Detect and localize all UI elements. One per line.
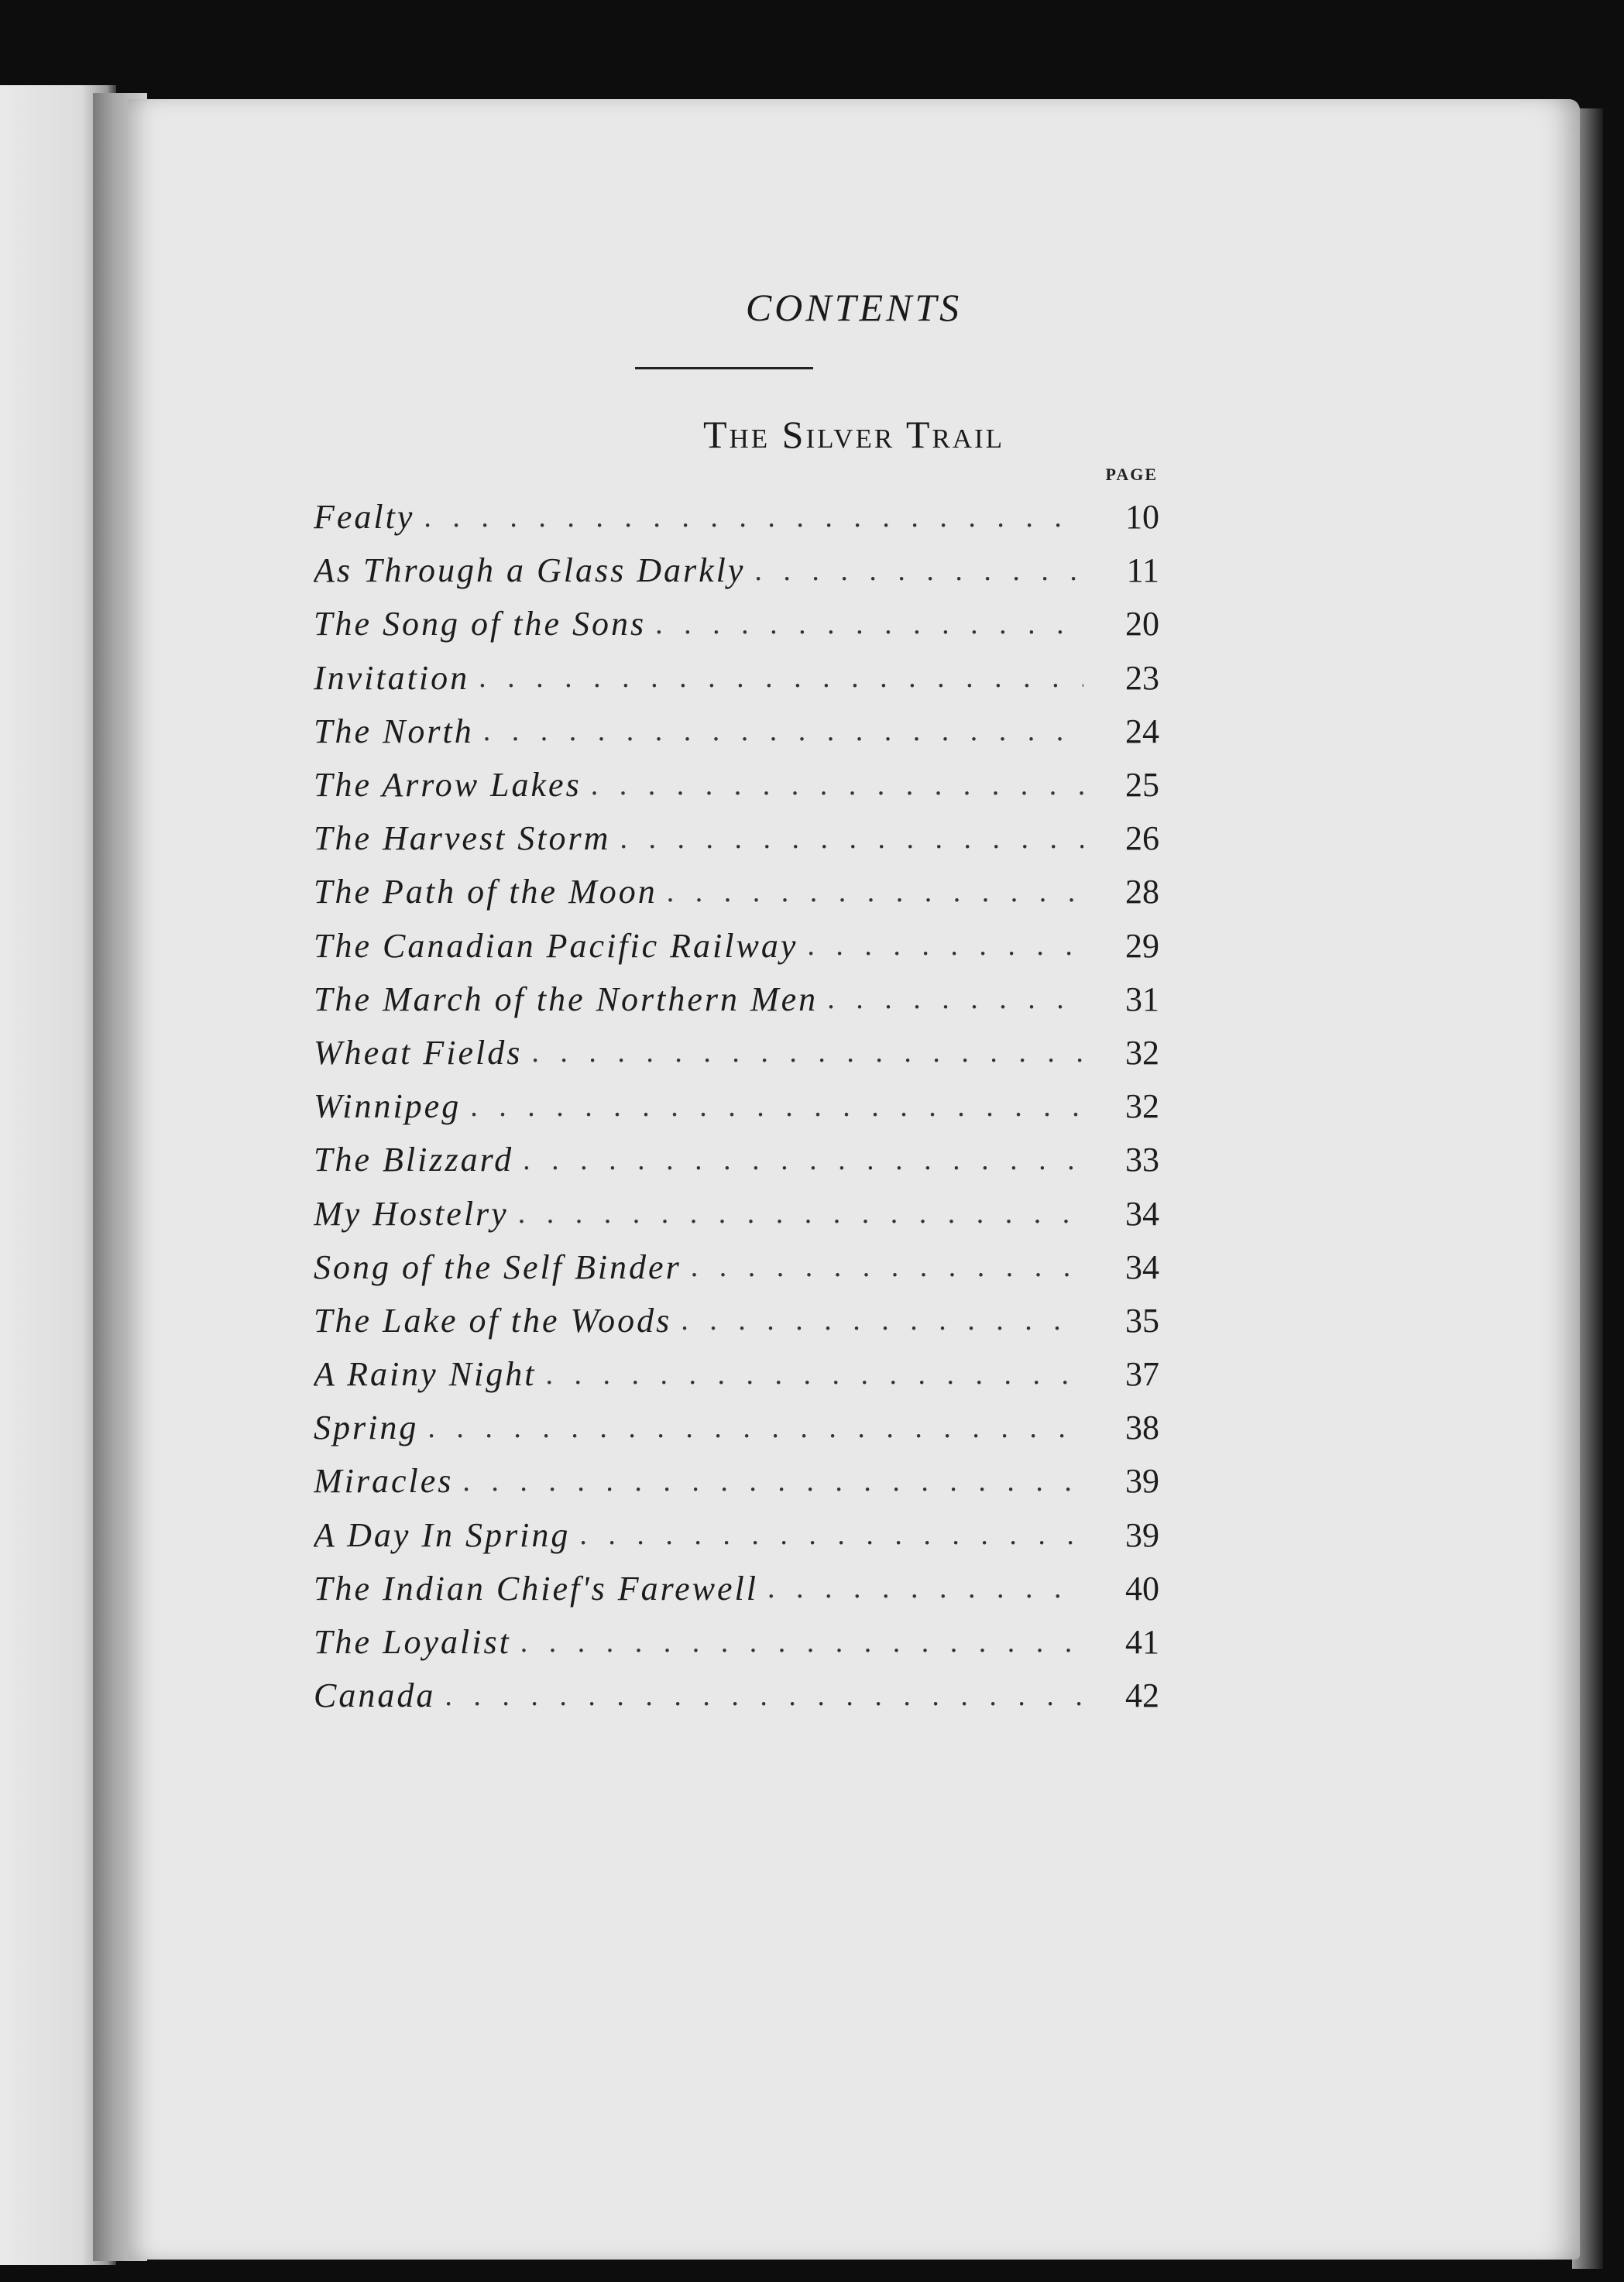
toc-entry-page-number: 24 bbox=[1125, 712, 1159, 750]
toc-entry-title: A Day In Spring bbox=[314, 1515, 571, 1554]
toc-entry-title: Fealty bbox=[314, 498, 415, 537]
toc-entry bbox=[314, 651, 1159, 705]
toc-entry-title: Spring bbox=[314, 1409, 419, 1447]
toc-entry-title: Canada bbox=[314, 1676, 436, 1715]
dot-leader bbox=[523, 1143, 1083, 1177]
toc-entry-title: The Loyalist bbox=[314, 1623, 511, 1662]
toc-entry-page-number: 25 bbox=[1125, 766, 1159, 805]
dot-leader bbox=[754, 554, 1083, 588]
heading-rule bbox=[635, 367, 813, 369]
toc-entry-page-number: 29 bbox=[1125, 926, 1159, 965]
toc-entry bbox=[314, 1669, 1159, 1722]
toc-entry bbox=[314, 758, 1159, 812]
toc-entry-title: Winnipeg bbox=[314, 1087, 462, 1126]
toc-entry-page-number: 42 bbox=[1125, 1676, 1159, 1715]
toc-entry-page-number: 20 bbox=[1125, 605, 1159, 643]
toc-entry bbox=[314, 705, 1159, 758]
toc-entry-title: The Canadian Pacific Railway bbox=[314, 926, 798, 965]
toc-entry-title: Invitation bbox=[314, 658, 470, 697]
toc-entry-page-number: 40 bbox=[1125, 1569, 1159, 1608]
toc-entry-title: The Path of the Moon bbox=[314, 873, 657, 911]
toc-entry-title: The Blizzard bbox=[314, 1141, 514, 1179]
toc-entry bbox=[314, 1615, 1159, 1669]
toc-entry-title: Miracles bbox=[314, 1462, 454, 1501]
dot-leader bbox=[531, 1035, 1083, 1069]
toc-entry bbox=[314, 1562, 1159, 1615]
toc-entry bbox=[314, 1079, 1159, 1133]
toc-entry-title: Wheat Fields bbox=[314, 1033, 523, 1072]
toc-entry-page-number: 32 bbox=[1125, 1033, 1159, 1072]
toc-entry-title: The Indian Chief's Farewell bbox=[314, 1569, 758, 1608]
toc-entry bbox=[314, 919, 1159, 973]
toc-entry-title: As Through a Glass Darkly bbox=[314, 551, 746, 590]
toc-entry-page-number: 28 bbox=[1125, 873, 1159, 911]
toc-entry bbox=[314, 1508, 1159, 1562]
dot-leader bbox=[691, 1250, 1083, 1284]
page-column-label: PAGE bbox=[1105, 465, 1158, 484]
toc-entry-title: The Lake of the Woods bbox=[314, 1301, 672, 1340]
toc-entry bbox=[314, 597, 1159, 650]
toc-entry-page-number: 34 bbox=[1125, 1247, 1159, 1286]
toc-entry bbox=[314, 1133, 1159, 1186]
toc-entry-page-number: 26 bbox=[1125, 819, 1159, 858]
toc-entry-title: The North bbox=[314, 712, 474, 750]
toc-entry bbox=[314, 1347, 1159, 1401]
toc-entry-page-number: 37 bbox=[1125, 1355, 1159, 1394]
toc-entry-page-number: 11 bbox=[1126, 551, 1159, 590]
dot-leader bbox=[546, 1357, 1083, 1392]
toc-entry-title: The Harvest Storm bbox=[314, 819, 611, 858]
dot-leader bbox=[767, 1571, 1083, 1605]
dot-leader bbox=[462, 1464, 1083, 1498]
section-title: The Silver Trail bbox=[702, 413, 1005, 456]
toc-entry-title: The March of the Northern Men bbox=[314, 980, 819, 1018]
dot-leader bbox=[827, 982, 1083, 1016]
dot-leader bbox=[445, 1679, 1083, 1713]
toc-entry bbox=[314, 544, 1159, 597]
toc-entry bbox=[314, 812, 1159, 865]
toc-entry-page-number: 39 bbox=[1125, 1462, 1159, 1501]
dot-leader bbox=[520, 1625, 1083, 1659]
dot-leader bbox=[620, 822, 1083, 856]
dot-leader bbox=[655, 607, 1083, 641]
toc-entry-title: The Arrow Lakes bbox=[314, 766, 582, 805]
toc-entry bbox=[314, 1294, 1159, 1347]
toc-entry bbox=[314, 1186, 1159, 1240]
toc-entry bbox=[314, 1026, 1159, 1079]
toc-entry-page-number: 23 bbox=[1125, 658, 1159, 697]
toc-entry bbox=[314, 1454, 1159, 1508]
toc-entry-title: Song of the Self Binder bbox=[314, 1247, 682, 1286]
toc-entry-page-number: 34 bbox=[1125, 1194, 1159, 1233]
toc-entry-title: My Hostelry bbox=[314, 1194, 509, 1233]
contents-page bbox=[128, 99, 1580, 2260]
toc-entry-page-number: 35 bbox=[1125, 1301, 1159, 1340]
dot-leader bbox=[424, 500, 1083, 534]
dot-leader bbox=[483, 714, 1083, 748]
toc-entry bbox=[314, 1241, 1159, 1294]
dot-leader bbox=[667, 875, 1083, 909]
toc-entry bbox=[314, 490, 1159, 544]
toc-entry bbox=[314, 865, 1159, 918]
dot-leader bbox=[479, 661, 1083, 695]
toc-entry-page-number: 32 bbox=[1125, 1087, 1159, 1126]
toc-entry-title: A Rainy Night bbox=[314, 1355, 537, 1394]
dot-leader bbox=[518, 1196, 1083, 1230]
dot-leader bbox=[807, 928, 1083, 963]
dot-leader bbox=[681, 1303, 1083, 1337]
toc-entry-page-number: 10 bbox=[1125, 498, 1159, 537]
dot-leader bbox=[470, 1090, 1083, 1124]
toc-entry-title: The Song of the Sons bbox=[314, 605, 647, 643]
toc-entry bbox=[314, 1401, 1159, 1454]
dot-leader bbox=[427, 1411, 1083, 1445]
contents-heading: CONTENTS bbox=[745, 286, 963, 329]
toc-entry-page-number: 41 bbox=[1125, 1623, 1159, 1662]
toc-entry-page-number: 31 bbox=[1125, 980, 1159, 1018]
toc-entry-page-number: 38 bbox=[1125, 1409, 1159, 1447]
dot-leader bbox=[591, 768, 1083, 802]
toc-entry bbox=[314, 973, 1159, 1026]
toc-entry-page-number: 39 bbox=[1125, 1515, 1159, 1554]
dot-leader bbox=[579, 1518, 1083, 1552]
toc-entry-page-number: 33 bbox=[1125, 1141, 1159, 1179]
table-of-contents bbox=[314, 490, 1159, 1722]
